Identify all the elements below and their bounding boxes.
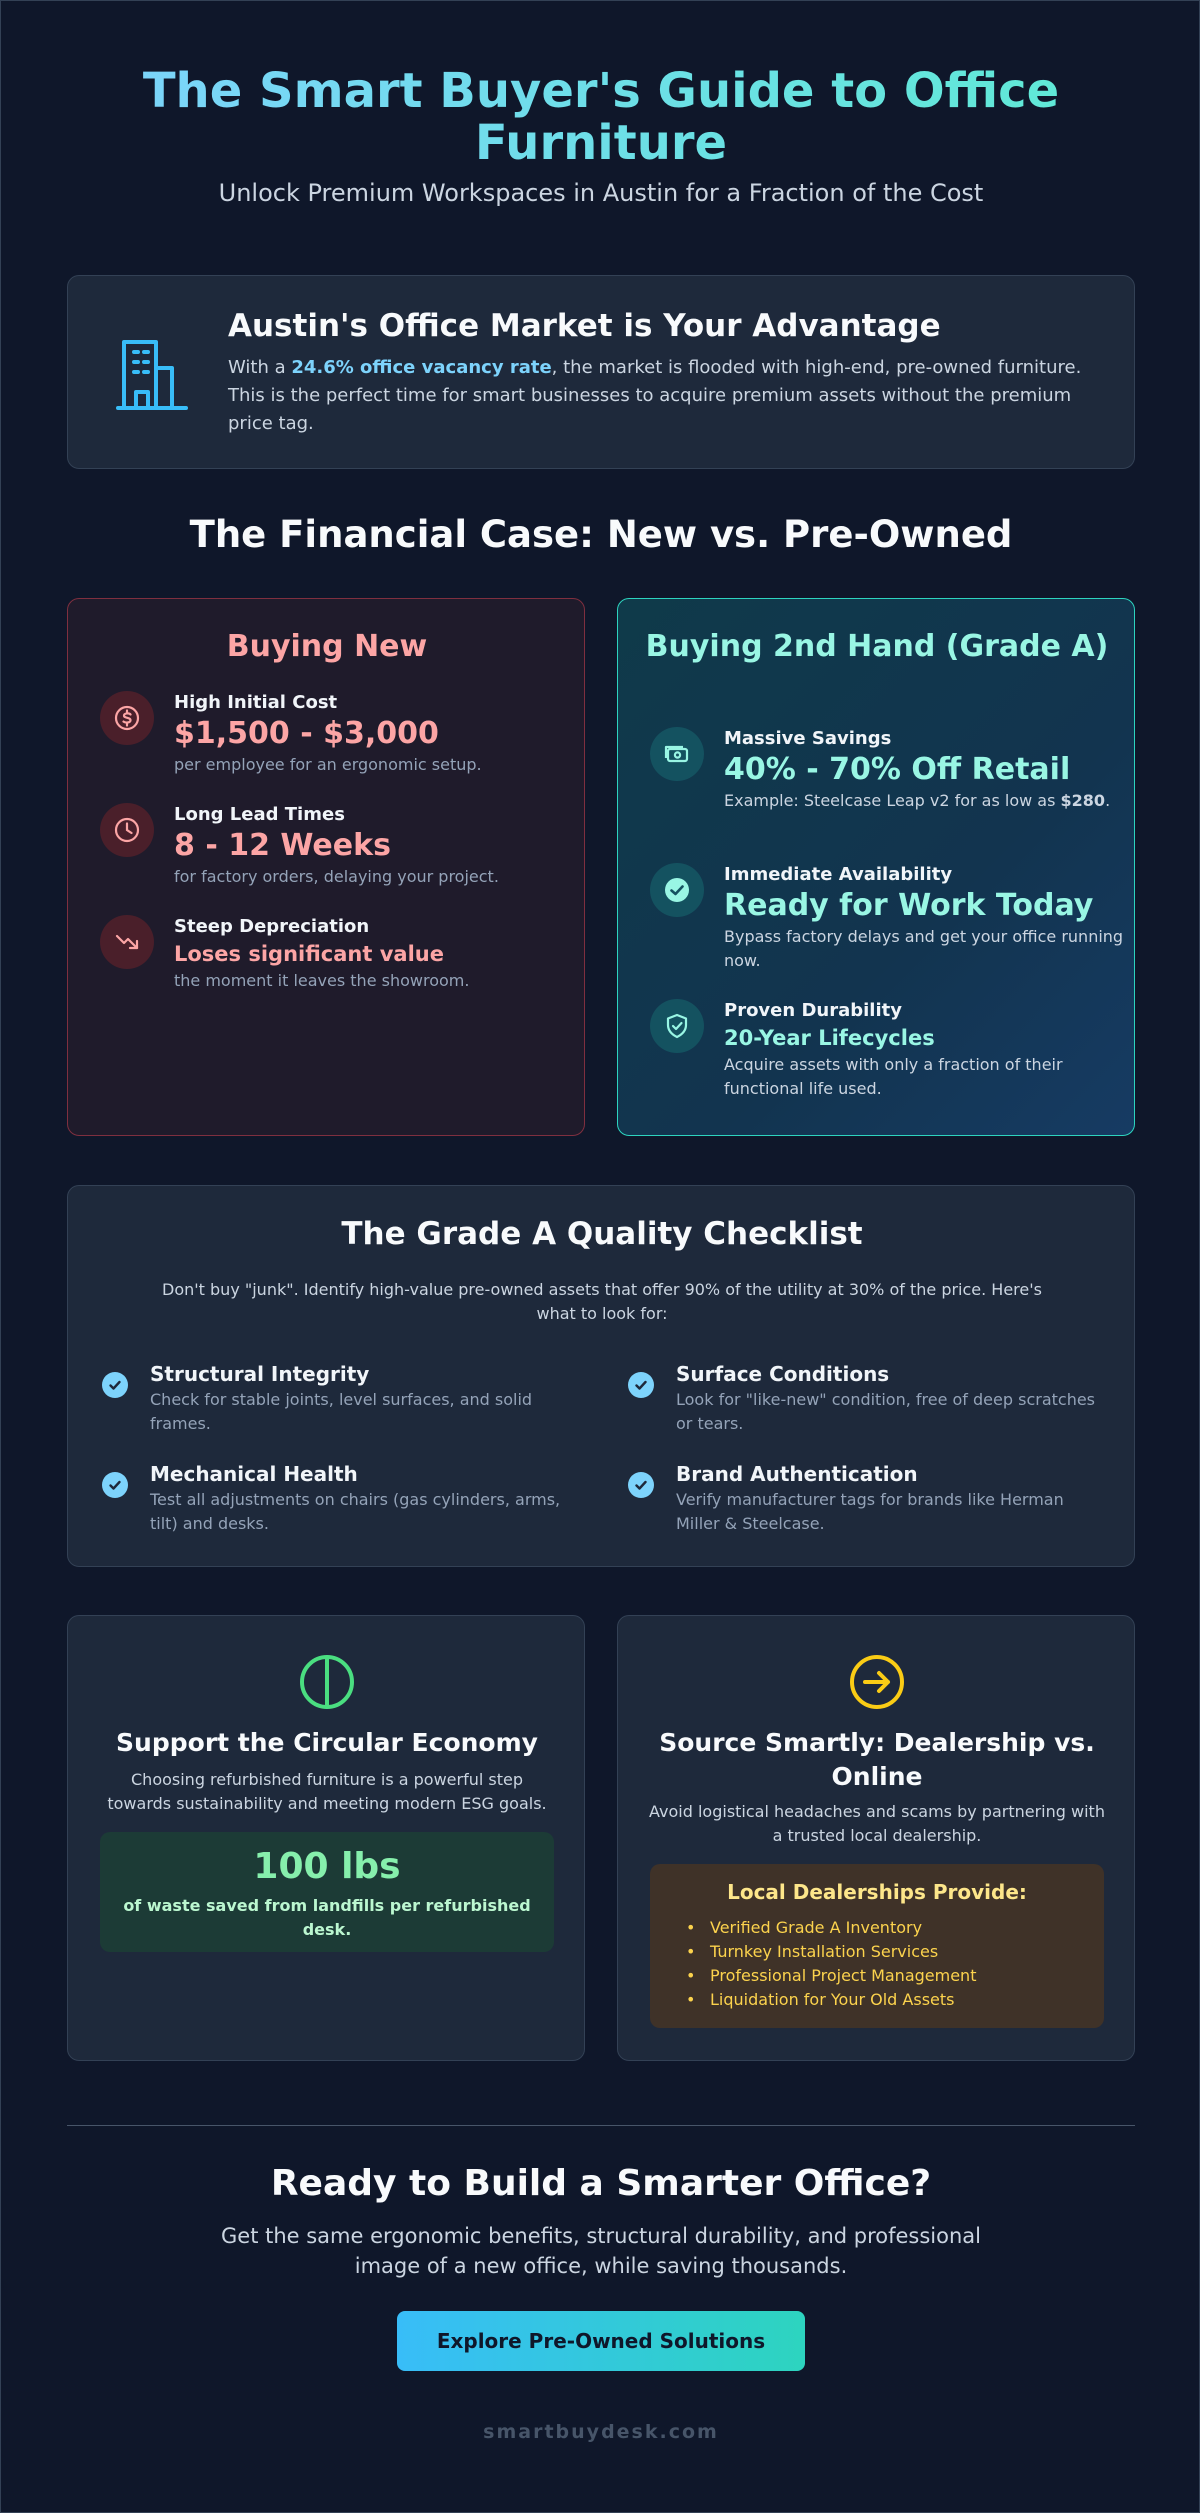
cta-text: Get the same ergonomic benefits, structural durability, and professional image of a new office, while saving thousands. [221,2224,981,2278]
waste-stat-box [100,1832,554,1952]
new-depreciation-label: Steep Depreciation [174,916,370,937]
used-availability-value: Ready for Work Today [724,888,1094,923]
circular-economy-card [67,1615,585,2061]
new-lead-value: 8 - 12 Weeks [174,828,391,863]
buying-new-title: Buying New [226,629,428,664]
cash-icon [650,727,704,781]
market-text: With a 24.6% office vacancy rate, the market is flooded with high-end, pre-owned furniture. This is the perfect time for smart businesses to acquire premium assets without the premium price tag. [228,357,1082,434]
quality-checklist-card [67,1185,1135,1567]
checklist-item-desc: Test all adjustments on chairs (gas cylinders, arms, tilt) and desks. [150,1490,561,1533]
buying-new-card [67,598,585,1136]
check-icon [102,1372,128,1398]
new-lead-label: Long Lead Times [174,804,345,825]
market-card [67,275,1135,469]
checklist-item-title: Mechanical Health [150,1462,358,1486]
checklist-item-desc: Check for stable joints, level surfaces, and solid frames. [150,1390,533,1433]
used-savings-value: 40% - 70% Off Retail [724,752,1071,787]
building-icon [108,328,196,416]
checklist-item-title: Surface Conditions [676,1362,890,1386]
used-savings-desc: Example: Steelcase Leap v2 for as low as $280. [724,791,1111,810]
recycle-circle-icon [297,1652,357,1712]
vacancy-rate-highlight: 24.6% office vacancy rate [291,357,552,378]
source-smartly-card [617,1615,1135,2061]
check-icon [628,1472,654,1498]
used-savings-label: Massive Savings [724,728,892,749]
arrow-right-circle-icon [847,1652,907,1712]
source-smartly-title: Source Smartly: Dealership vs. Online [659,1728,1095,1791]
buying-used-card [617,598,1135,1136]
new-cost-label: High Initial Cost [174,692,338,713]
new-lead-desc: for factory orders, delaying your project. [174,867,499,886]
footer-brand: smartbuydesk.com [483,2421,719,2443]
used-availability-label: Immediate Availability [724,864,953,885]
page-title: The Smart Buyer's Guide to Office Furniture [67,65,1135,169]
clock-icon [100,803,154,857]
check-icon [102,1472,128,1498]
shield-check-icon [650,999,704,1053]
dollar-coin-icon [100,691,154,745]
market-title: Austin's Office Market is Your Advantage [228,308,941,344]
list-item: • Turnkey Installation Services [686,1940,976,1964]
circular-economy-desc: Choosing refurbished furniture is a powerful step towards sustainability and meeting modern ESG goals. [107,1770,547,1813]
check-icon [628,1372,654,1398]
used-durability-label: Proven Durability [724,1000,902,1021]
checklist-item-title: Structural Integrity [150,1362,370,1386]
checklist-intro: Don't buy "junk". Identify high-value pre-owned assets that offer 90% of the utility at 30% of the price. Here's what to look for: [162,1280,1042,1323]
check-circle-icon [650,863,704,917]
trending-down-icon [100,915,154,969]
checklist-item-desc: Look for "like-new" condition, free of deep scratches or tears. [676,1390,1096,1433]
used-availability-desc: Bypass factory delays and get your office running now. [724,927,1124,970]
divider [67,2125,1135,2126]
dealership-benefits-box [650,1864,1104,2028]
list-item: • Verified Grade A Inventory [686,1916,976,1940]
checklist-item-desc: Verify manufacturer tags for brands like Herman Miller & Steelcase. [676,1490,1064,1533]
used-durability-value: 20-Year Lifecycles [724,1026,935,1050]
page-subtitle: Unlock Premium Workspaces in Austin for a Fraction of the Cost [218,179,984,207]
cta-title: Ready to Build a Smarter Office? [270,2163,932,2204]
source-smartly-desc: Avoid logistical headaches and scams by partnering with a trusted local dealership. [649,1802,1105,1845]
waste-stat-value: 100 lbs [253,1846,401,1887]
circular-economy-title: Support the Circular Economy [116,1728,538,1757]
new-cost-value: $1,500 - $3,000 [174,716,439,751]
list-item: • Professional Project Management [686,1964,976,1988]
checklist-item-title: Brand Authentication [676,1462,918,1486]
new-cost-desc: per employee for an ergonomic setup. [174,755,482,774]
new-depreciation-desc: the moment it leaves the showroom. [174,971,470,990]
dealership-benefits-list [686,1916,976,2012]
dealership-benefits-title: Local Dealerships Provide: [727,1880,1027,1904]
new-depreciation-value: Loses significant value [174,942,444,966]
buying-used-title: Buying 2nd Hand (Grade A) [645,629,1109,664]
checklist-title: The Grade A Quality Checklist [341,1216,863,1252]
financial-section-title: The Financial Case: New vs. Pre-Owned [189,513,1013,556]
used-durability-desc: Acquire assets with only a fraction of their functional life used. [724,1055,1063,1098]
explore-solutions-button[interactable]: Explore Pre-Owned Solutions [397,2311,805,2371]
waste-stat-label: of waste saved from landfills per refurbished desk. [123,1896,531,1939]
list-item: • Liquidation for Your Old Assets [686,1988,976,2012]
